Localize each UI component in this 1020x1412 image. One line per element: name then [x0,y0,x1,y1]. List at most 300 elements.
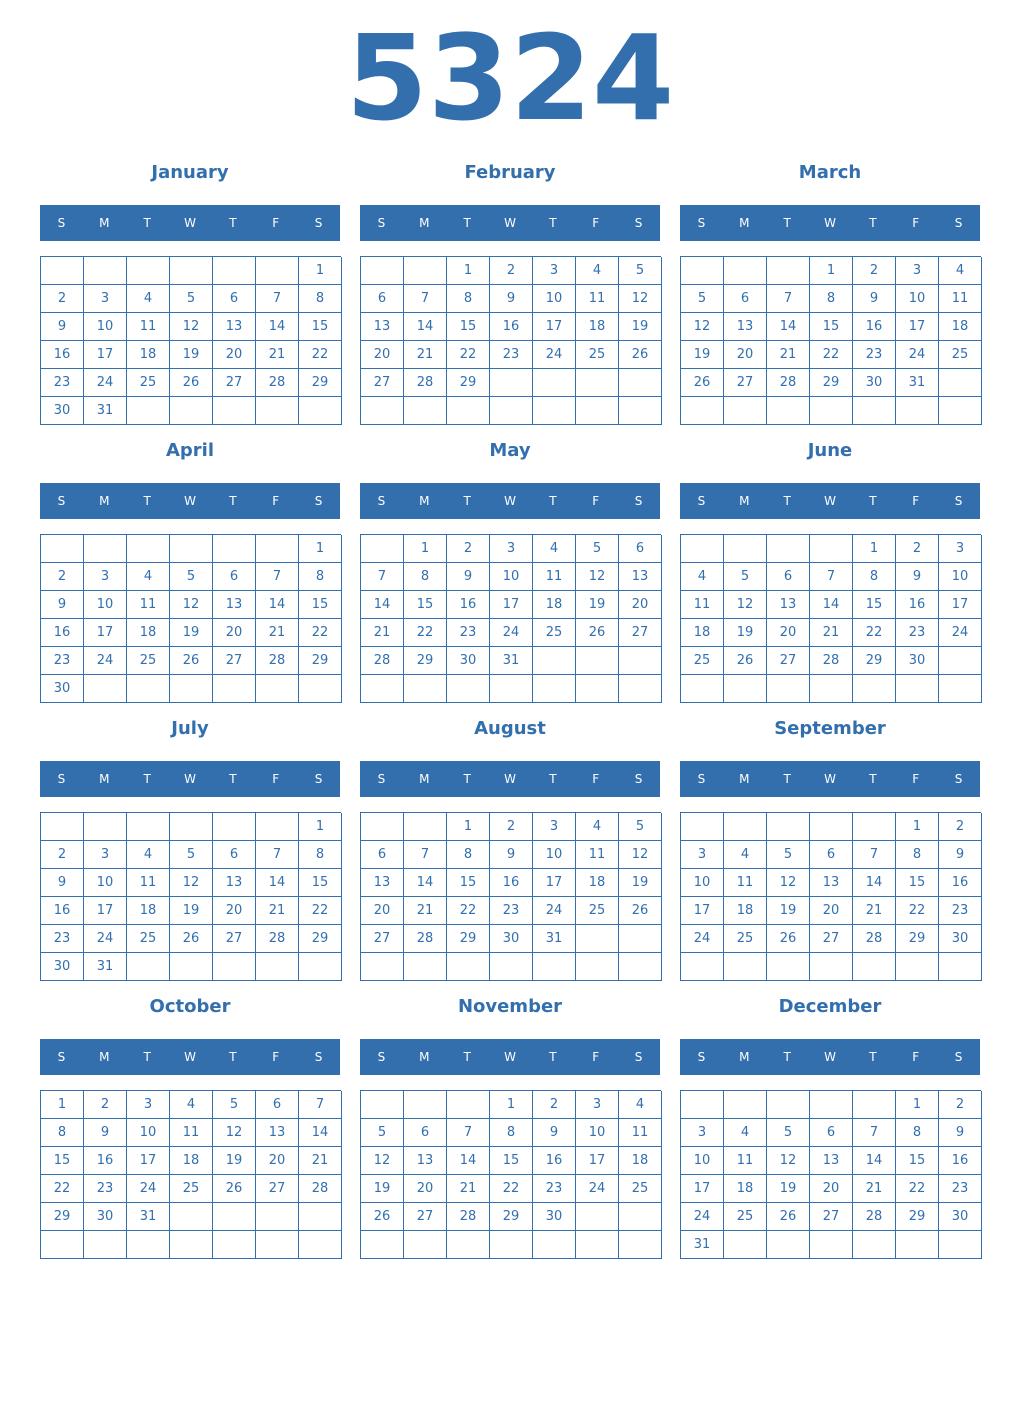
day-cell: 28 [299,1175,342,1203]
weekday-header [40,761,340,797]
empty-cell [939,675,982,703]
day-cell: 5 [619,257,662,285]
empty-cell [256,1231,299,1259]
day-cell: 25 [127,369,170,397]
day-cell: 25 [533,619,576,647]
day-cell: 15 [447,869,490,897]
day-cell: 1 [896,1091,939,1119]
day-cell: 31 [896,369,939,397]
day-cell: 16 [533,1147,576,1175]
day-cell: 10 [127,1119,170,1147]
empty-cell [213,953,256,981]
day-cell: 3 [84,285,127,313]
weekday-label: S [697,1050,706,1064]
weekday-label: M [99,1050,110,1064]
empty-cell [533,675,576,703]
weekday-label: T [463,772,471,786]
day-cell: 30 [41,953,84,981]
weekday-label: T [549,772,557,786]
empty-cell [767,813,810,841]
day-cell: 4 [576,257,619,285]
day-cell: 16 [41,619,84,647]
day-cell: 23 [533,1175,576,1203]
day-cell: 21 [853,1175,896,1203]
day-cell: 1 [41,1091,84,1119]
month-name: December [778,996,882,1017]
day-cell: 1 [896,813,939,841]
empty-cell [41,257,84,285]
empty-cell [84,675,127,703]
day-cell: 19 [170,619,213,647]
empty-cell [170,675,213,703]
empty-cell [681,953,724,981]
day-cell: 24 [490,619,533,647]
day-grid [680,534,981,703]
day-cell: 6 [810,841,853,869]
day-cell: 23 [939,1175,982,1203]
empty-cell [576,647,619,675]
day-cell: 30 [533,1203,576,1231]
day-cell: 25 [681,647,724,675]
day-cell: 13 [724,313,767,341]
day-cell: 2 [41,563,84,591]
day-cell: 6 [213,285,256,313]
empty-cell [853,1231,896,1259]
empty-cell [213,1203,256,1231]
day-cell: 16 [853,313,896,341]
empty-cell [256,813,299,841]
day-cell: 16 [41,897,84,925]
day-cell: 8 [447,285,490,313]
month-name: October [149,996,231,1017]
day-cell: 14 [853,869,896,897]
day-cell: 22 [447,341,490,369]
day-cell: 31 [127,1203,170,1231]
day-grid [360,534,661,703]
empty-cell [533,369,576,397]
day-cell: 21 [853,897,896,925]
day-cell: 29 [490,1203,533,1231]
weekday-label: M [99,772,110,786]
day-cell: 29 [447,925,490,953]
weekday-label: T [869,216,877,230]
weekday-label: F [912,216,920,230]
weekday-label: T [229,772,237,786]
day-cell: 6 [404,1119,447,1147]
day-cell: 13 [810,869,853,897]
weekday-label: W [184,494,196,508]
day-cell: 23 [939,897,982,925]
day-cell: 28 [853,1203,896,1231]
empty-cell [404,1231,447,1259]
weekday-label: S [954,494,963,508]
weekday-label: S [954,1050,963,1064]
day-cell: 23 [41,925,84,953]
day-cell: 22 [299,897,342,925]
day-cell: 11 [619,1119,662,1147]
empty-cell [767,257,810,285]
day-cell: 6 [256,1091,299,1119]
weekday-label: S [314,494,323,508]
empty-cell [213,257,256,285]
day-cell: 8 [299,285,342,313]
day-cell: 3 [127,1091,170,1119]
day-grid [360,812,661,981]
empty-cell [256,257,299,285]
day-cell: 15 [853,591,896,619]
day-cell: 1 [299,813,342,841]
day-cell: 14 [361,591,404,619]
empty-cell [447,1231,490,1259]
day-cell: 3 [490,535,533,563]
day-cell: 18 [576,869,619,897]
day-cell: 9 [939,841,982,869]
day-cell: 3 [681,1119,724,1147]
day-cell: 28 [256,369,299,397]
day-cell: 29 [896,1203,939,1231]
day-cell: 14 [767,313,810,341]
weekday-label: F [912,494,920,508]
day-cell: 4 [127,563,170,591]
day-cell: 9 [490,285,533,313]
weekday-label: W [504,494,516,508]
day-cell: 24 [681,925,724,953]
weekday-label: T [869,772,877,786]
day-cell: 18 [681,619,724,647]
weekday-label: S [634,1050,643,1064]
day-cell: 26 [619,341,662,369]
day-cell: 6 [361,841,404,869]
day-cell: 12 [576,563,619,591]
day-cell: 18 [724,1175,767,1203]
day-cell: 1 [853,535,896,563]
day-cell: 4 [576,813,619,841]
month-name: September [774,718,886,739]
weekday-label: S [954,216,963,230]
empty-cell [361,397,404,425]
day-cell: 2 [41,285,84,313]
weekday-label: T [549,216,557,230]
day-cell: 24 [84,925,127,953]
day-cell: 25 [127,647,170,675]
day-cell: 18 [170,1147,213,1175]
empty-cell [681,813,724,841]
day-cell: 14 [853,1147,896,1175]
weekday-label: S [57,772,66,786]
day-cell: 19 [213,1147,256,1175]
day-cell: 5 [170,841,213,869]
day-cell: 28 [767,369,810,397]
day-cell: 15 [299,869,342,897]
empty-cell [767,397,810,425]
empty-cell [256,1203,299,1231]
empty-cell [896,397,939,425]
day-cell: 26 [213,1175,256,1203]
day-cell: 12 [619,285,662,313]
day-cell: 7 [361,563,404,591]
empty-cell [724,675,767,703]
day-cell: 13 [213,591,256,619]
weekday-label: S [314,1050,323,1064]
day-cell: 17 [84,341,127,369]
day-cell: 18 [127,619,170,647]
day-cell: 5 [724,563,767,591]
weekday-label: W [184,772,196,786]
day-cell: 22 [299,341,342,369]
day-cell: 23 [490,897,533,925]
empty-cell [213,1231,256,1259]
empty-cell [404,813,447,841]
weekday-label: S [377,1050,386,1064]
empty-cell [681,1091,724,1119]
empty-cell [41,1231,84,1259]
day-cell: 4 [681,563,724,591]
month-name: November [457,996,563,1017]
day-cell: 5 [681,285,724,313]
day-grid [680,1090,981,1259]
weekday-label: S [697,772,706,786]
weekday-label: T [549,1050,557,1064]
weekday-label: T [143,494,151,508]
day-cell: 29 [896,925,939,953]
day-cell: 1 [447,257,490,285]
day-cell: 12 [170,591,213,619]
day-cell: 12 [619,841,662,869]
day-cell: 20 [213,341,256,369]
empty-cell [256,535,299,563]
day-cell: 6 [213,841,256,869]
day-cell: 8 [896,1119,939,1147]
day-cell: 5 [619,813,662,841]
empty-cell [447,397,490,425]
empty-cell [810,813,853,841]
weekday-label: T [783,494,791,508]
empty-cell [361,953,404,981]
day-cell: 14 [256,591,299,619]
day-cell: 30 [41,397,84,425]
day-cell: 2 [853,257,896,285]
day-cell: 16 [447,591,490,619]
weekday-label: W [184,216,196,230]
empty-cell [361,813,404,841]
day-cell: 11 [724,1147,767,1175]
empty-cell [576,369,619,397]
day-cell: 9 [939,1119,982,1147]
weekday-label: M [419,772,430,786]
weekday-label: S [57,494,66,508]
empty-cell [170,953,213,981]
day-cell: 26 [576,619,619,647]
day-grid [40,1090,341,1259]
weekday-label: T [229,1050,237,1064]
weekday-header [680,205,980,241]
empty-cell [361,535,404,563]
day-cell: 2 [447,535,490,563]
day-cell: 26 [681,369,724,397]
day-cell: 11 [127,591,170,619]
day-cell: 26 [361,1203,404,1231]
day-cell: 28 [810,647,853,675]
month-name: March [798,162,862,183]
day-cell: 4 [170,1091,213,1119]
day-cell: 11 [681,591,724,619]
day-cell: 6 [810,1119,853,1147]
empty-cell [299,1231,342,1259]
day-cell: 14 [404,313,447,341]
day-cell: 8 [299,563,342,591]
day-cell: 30 [490,925,533,953]
day-cell: 13 [213,313,256,341]
weekday-header [680,761,980,797]
day-cell: 7 [404,841,447,869]
empty-cell [127,953,170,981]
day-cell: 26 [170,925,213,953]
weekday-label: W [824,216,836,230]
day-cell: 15 [404,591,447,619]
empty-cell [533,1231,576,1259]
weekday-label: T [463,1050,471,1064]
weekday-label: T [783,216,791,230]
day-cell: 8 [490,1119,533,1147]
empty-cell [576,397,619,425]
empty-cell [299,397,342,425]
weekday-label: F [272,216,280,230]
day-grid [680,812,981,981]
day-cell: 16 [490,869,533,897]
weekday-label: T [463,216,471,230]
empty-cell [853,813,896,841]
day-cell: 4 [127,841,170,869]
weekday-label: W [504,1050,516,1064]
day-cell: 21 [810,619,853,647]
day-cell: 9 [41,869,84,897]
day-cell: 27 [619,619,662,647]
weekday-label: S [314,216,323,230]
day-cell: 15 [810,313,853,341]
empty-cell [213,535,256,563]
empty-cell [619,647,662,675]
day-cell: 9 [896,563,939,591]
empty-cell [896,1231,939,1259]
day-cell: 13 [361,313,404,341]
day-cell: 22 [810,341,853,369]
empty-cell [404,1091,447,1119]
day-cell: 11 [576,841,619,869]
day-cell: 17 [84,897,127,925]
day-cell: 1 [404,535,447,563]
day-cell: 27 [361,369,404,397]
day-cell: 18 [127,897,170,925]
empty-cell [256,397,299,425]
empty-cell [681,397,724,425]
day-cell: 10 [490,563,533,591]
day-cell: 20 [404,1175,447,1203]
month-name: July [171,718,209,739]
day-cell: 22 [404,619,447,647]
day-cell: 27 [810,925,853,953]
empty-cell [447,675,490,703]
day-cell: 27 [404,1203,447,1231]
day-cell: 6 [213,563,256,591]
day-cell: 10 [84,591,127,619]
weekday-header [360,761,660,797]
day-cell: 23 [447,619,490,647]
day-cell: 22 [41,1175,84,1203]
month-name: May [489,440,531,461]
day-cell: 12 [170,313,213,341]
weekday-label: F [592,216,600,230]
day-cell: 7 [256,285,299,313]
day-cell: 15 [896,869,939,897]
empty-cell [299,675,342,703]
day-cell: 9 [41,591,84,619]
day-cell: 4 [724,1119,767,1147]
weekday-label: M [99,216,110,230]
empty-cell [853,675,896,703]
day-cell: 2 [939,813,982,841]
empty-cell [810,675,853,703]
day-cell: 25 [939,341,982,369]
day-cell: 8 [41,1119,84,1147]
empty-cell [404,953,447,981]
day-cell: 22 [299,619,342,647]
day-cell: 8 [447,841,490,869]
day-cell: 23 [41,369,84,397]
weekday-label: T [869,1050,877,1064]
day-cell: 29 [447,369,490,397]
day-cell: 3 [533,257,576,285]
weekday-label: S [634,494,643,508]
day-cell: 30 [41,675,84,703]
weekday-header [40,1039,340,1075]
day-cell: 5 [170,563,213,591]
day-cell: 20 [361,897,404,925]
day-cell: 7 [767,285,810,313]
day-cell: 28 [404,369,447,397]
empty-cell [490,675,533,703]
day-cell: 26 [767,1203,810,1231]
day-cell: 16 [939,869,982,897]
day-cell: 18 [619,1147,662,1175]
day-cell: 25 [127,925,170,953]
weekday-header [360,1039,660,1075]
day-cell: 18 [533,591,576,619]
weekday-label: T [143,216,151,230]
empty-cell [939,397,982,425]
day-cell: 14 [810,591,853,619]
day-cell: 19 [170,341,213,369]
empty-cell [213,813,256,841]
day-cell: 30 [447,647,490,675]
day-cell: 9 [490,841,533,869]
day-cell: 9 [41,313,84,341]
day-cell: 1 [299,535,342,563]
day-cell: 10 [533,841,576,869]
day-cell: 21 [404,341,447,369]
day-cell: 19 [361,1175,404,1203]
day-cell: 25 [724,925,767,953]
day-cell: 2 [896,535,939,563]
empty-cell [767,1231,810,1259]
day-cell: 10 [84,313,127,341]
empty-cell [490,1231,533,1259]
weekday-label: F [272,772,280,786]
empty-cell [619,397,662,425]
empty-cell [404,397,447,425]
day-cell: 21 [361,619,404,647]
empty-cell [127,257,170,285]
day-cell: 8 [810,285,853,313]
